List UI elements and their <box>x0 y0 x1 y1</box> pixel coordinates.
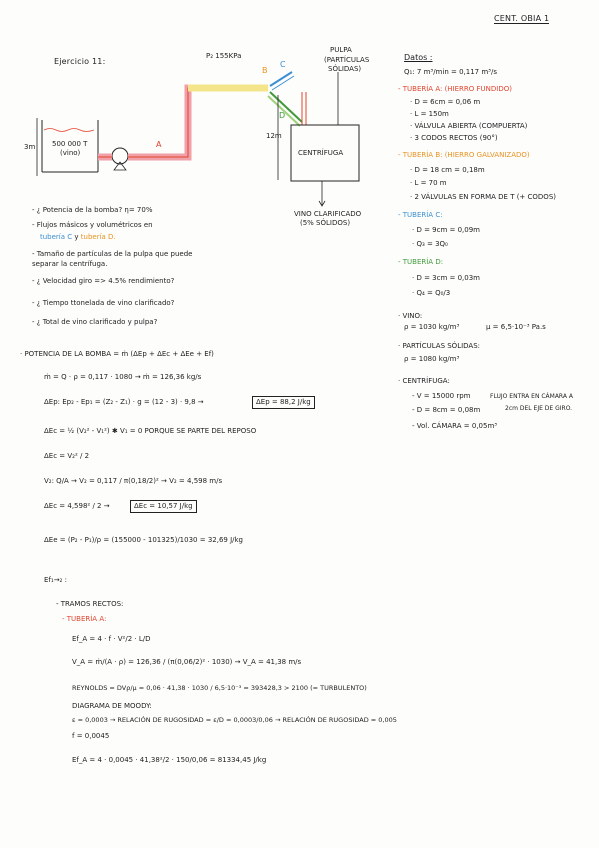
datos-a-4: · 3 CODOS RECTOS (90°) <box>410 134 498 142</box>
sol-ef: Ef₁→₂ : <box>44 576 67 584</box>
question-5: - ¿ Tiempo ttonelada de vino clarificado? <box>32 299 175 307</box>
question-2: - Flujos másicos y volumétricos en <box>32 221 153 229</box>
datos-centr-note1: FLUJO ENTRA EN CÁMARA A <box>490 393 573 400</box>
sol-ep: ΔEp: Ep₂ - Ep₁ = (Z₂ - Z₁) · g = (12 - 3) · 9,8 → <box>44 398 204 406</box>
sol-ec3: ΔEc = 4,598² / 2 → <box>44 502 110 510</box>
height-left: 3m <box>24 143 36 151</box>
datos-a-1: · D = 6cm = 0,06 m <box>410 98 481 106</box>
datos-vino-mu: μ = 6,5·10⁻³ Pa.s <box>486 323 546 331</box>
vino-out-1: VINO CLARIFICADO <box>294 210 362 218</box>
datos-centr-note2: 2cm DEL EJE DE GIRO. <box>505 405 573 412</box>
datos-vino: · VINO: <box>398 312 423 320</box>
sol-re: REYNOLDS = DVρ/μ = 0,06 · 41,38 · 1030 / 6,5·10⁻³ = 393428,3 > 2100 (= TURBULENTO) <box>72 684 367 692</box>
page-tag: CENT. OBIA 1 <box>494 14 550 23</box>
question-6: - ¿ Total de vino clarificado y pulpa? <box>32 318 158 326</box>
sol-f: f = 0,0045 <box>72 732 110 740</box>
question-4: - ¿ Velocidad giro => 4.5% rendimiento? <box>32 277 175 285</box>
datos-tub-d: - TUBERÍA D: <box>398 258 444 266</box>
datos-b-2: · L = 70 m <box>410 179 447 187</box>
datos-q: Q₁: 7 m³/min = 0,117 m³/s <box>404 68 497 76</box>
datos-tub-a: - TUBERÍA A: (HIERRO FUNDIDO) <box>398 85 512 93</box>
sol-tramos: - TRAMOS RECTOS: <box>56 600 124 608</box>
exercise-title: Ejercicio 11: <box>54 57 106 66</box>
sol-ec2: ΔEc = V₂² / 2 <box>44 452 90 460</box>
question-3b: separar la centrífuga. <box>32 260 108 268</box>
pipe-b-label: B <box>262 66 268 75</box>
sol-heading: · POTENCIA DE LA BOMBA = ṁ (ΔEp + ΔEc + ΔEe + Ef) <box>20 350 214 358</box>
pipe-a-label: A <box>156 140 162 149</box>
question-3: - Tamaño de partículas de la pulpa que puede <box>32 250 193 258</box>
datos-b-3: · 2 VÁLVULAS EN FORMA DE T (+ CODOS) <box>410 193 556 201</box>
sol-efa2: Ef_A = 4 · 0,0045 · 41,38²/2 · 150/0,06 = 81334,45 J/kg <box>72 756 267 764</box>
datos-vino-rho: ρ = 1030 kg/m³ <box>404 323 460 331</box>
sol-v2: V₂: Q/A → V₂ = 0,117 / π(0,18/2)² → V₂ = 4,598 m/s <box>44 477 223 485</box>
pulpa-sub1: (PARTÍCULAS <box>324 56 370 64</box>
question-2b: tubería C y tubería D. <box>40 233 116 241</box>
vino-out-2: (5% SÓLIDOS) <box>300 219 351 227</box>
pipe-d-label: D <box>279 111 286 120</box>
sol-efa: Ef_A = 4 · f · V²/2 · L/D <box>72 635 151 643</box>
centrifuge-label: CENTRÍFUGA <box>298 149 344 157</box>
datos-c-1: · D = 9cm = 0,09m <box>412 226 480 234</box>
sol-ee: ΔEe = (P₂ - P₁)/ρ = (155000 - 101325)/1030 = 32,69 J/kg <box>44 536 243 544</box>
datos-centr: · CENTRÍFUGA: <box>398 377 450 385</box>
pulpa-sub2: SÓLIDAS) <box>328 65 362 73</box>
datos-a-3: · VÁLVULA ABIERTA (COMPUERTA) <box>410 122 528 130</box>
sol-eps: ε = 0,0003 → RELACIÓN DE RUGOSIDAD = ε/D = 0,0003/0,06 → RELACIÓN DE RUGOSIDAD = 0,005 <box>72 716 397 724</box>
datos-tub-c: - TUBERÍA C: <box>398 211 443 219</box>
sol-tub-a: - TUBERÍA A: <box>62 615 107 623</box>
datos-part: · PARTÍCULAS SÓLIDAS: <box>398 342 481 350</box>
datos-centr-vol: - Vol. CÁMARA = 0,05m³ <box>412 422 498 430</box>
datos-d-1: · D = 3cm = 0,03m <box>412 274 480 282</box>
pressure-label: P₂ 155KPa <box>206 52 242 60</box>
datos-tub-b: - TUBERÍA B: (HIERRO GALVANIZADO) <box>398 151 530 159</box>
datos-b-1: · D = 18 cm = 0,18m <box>410 166 485 174</box>
datos-centr-d: - D = 8cm = 0,08m <box>412 406 481 414</box>
pipe-c-label: C <box>280 60 286 69</box>
height-right: 12m <box>266 132 282 140</box>
datos-a-2: · L = 150m <box>410 110 449 118</box>
datos-d-2: · Q₄ = Q₀/3 <box>412 289 451 297</box>
datos-part-rho: ρ = 1080 kg/m³ <box>404 355 460 363</box>
pulpa-label: PULPA <box>330 46 352 54</box>
datos-c-2: · Q₃ = 3Q₀ <box>412 240 448 248</box>
sol-ec: ΔEc = ½ (V₂² - V₁²) ✱ V₁ = 0 PORQUE SE PARTE DEL REPOSO <box>44 427 257 435</box>
datos-title: Datos : <box>404 53 433 62</box>
sol-ep-box: ΔEp = 88,2 J/kg <box>252 396 315 409</box>
sol-moody: DIAGRAMA DE MOODY: <box>72 702 152 710</box>
datos-centr-v: - V = 15000 rpm <box>412 392 471 400</box>
question-1: - ¿ Potencia de la bomba? η= 70% <box>32 206 153 214</box>
tank-label: 500 000 T <box>52 140 88 148</box>
sol-va: V_A = ṁ/(A · ρ) = 126,36 / (π(0,06/2)² · 1030) → V_A = 41,38 m/s <box>72 658 302 666</box>
sol-ec-box: ΔEc = 10,57 J/kg <box>130 500 197 513</box>
sol-m: ṁ = Q · ρ = 0,117 · 1080 → ṁ = 126,36 kg/s <box>44 373 202 381</box>
tank-sub: (vino) <box>60 149 81 157</box>
